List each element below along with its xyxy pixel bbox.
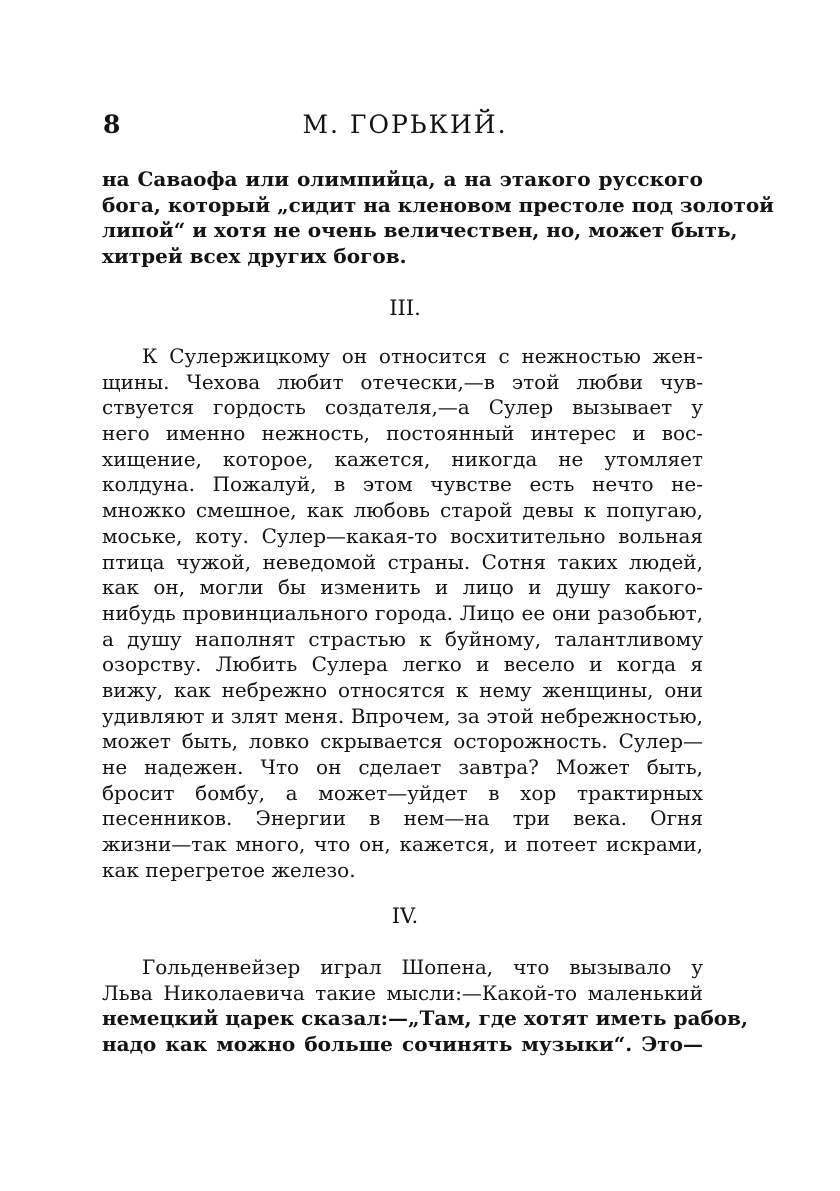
text-line: на Саваофа или олимпийца, а на этакого русского — [102, 167, 703, 191]
intro-paragraph — [102, 167, 775, 270]
text-line: множко смешное, как любовь старой девы к попугаю, — [102, 498, 703, 523]
text-line: удивляют и злят меня. Впрочем, за этой небрежностью, — [102, 703, 703, 728]
text-line: нибудь провинциального города. Лицо ее они разобьют, — [102, 600, 703, 625]
section-4-paragraph — [102, 955, 748, 1058]
text-line: как он, могли бы изменить и лицо и душу какого- — [102, 575, 703, 600]
text-line: немецкий царек сказал:—„Там, где хотят иметь рабов, — [102, 1006, 748, 1031]
text-line: вижу, как небрежно относятся к нему женщины, они — [102, 677, 703, 702]
page-header — [100, 110, 710, 146]
text-line: может быть, ловко скрывается осторожность. Сулер— — [102, 729, 703, 754]
text-line: а душу наполнят страстью к буйному, талантливому — [102, 626, 703, 651]
text-line: моське, коту. Сулер—какая-то восхитительно вольная — [102, 523, 703, 548]
text-line: не надежен. Что он сделает завтра? Может быть, — [102, 755, 703, 779]
text-line: колдуна. Пожалуй, в этом чувстве есть нечто не- — [102, 472, 703, 497]
text-line: липой“ и хотя не очень величествен, но, может быть, — [102, 218, 738, 243]
text-line: него именно нежность, постоянный интерес и вос- — [102, 421, 703, 446]
text-line: бога, который „сидит на кленовом престоле под золотой — [102, 192, 775, 217]
text-line: бросит бомбу, а может—уйдет в хор трактирных — [102, 780, 703, 805]
text-line: как перегретое железо. — [102, 857, 356, 882]
running-title: М. ГОРЬКИЙ. — [302, 110, 508, 139]
text-line: жизни—так много, что он, кажется, и потеет искрами, — [102, 832, 703, 857]
page-number: 8 — [103, 110, 121, 139]
text-line: хищение, которое, кажется, никогда не утомляет — [102, 446, 703, 471]
text-line: Гольденвейзер играл Шопена, что вызывало у — [142, 955, 703, 979]
text-line: песенников. Энергии в нем—на три века. Огня — [102, 806, 703, 831]
text-line: К Сулержицкому он относится с нежностью жен- — [142, 344, 703, 368]
section-3-paragraph — [102, 344, 703, 883]
text-line: щины. Чехова любит отечески,—в этой любви чув- — [102, 369, 703, 394]
section-heading-3: III. — [389, 296, 421, 320]
section-heading-4: IV. — [391, 904, 419, 928]
text-line: озорству. Любить Сулера легко и весело и когда я — [102, 652, 703, 677]
text-line: птица чужой, неведомой страны. Сотня таких людей, — [102, 549, 703, 574]
text-line: ствуется гордость создателя,—а Сулер вызывает у — [102, 395, 703, 420]
text-line: хитрей всех других богов. — [102, 244, 407, 269]
text-line: Льва Николаевича такие мысли:—Какой-то маленький — [102, 980, 703, 1005]
text-line: надо как можно больше сочинять музыки“. Это— — [102, 1032, 703, 1057]
